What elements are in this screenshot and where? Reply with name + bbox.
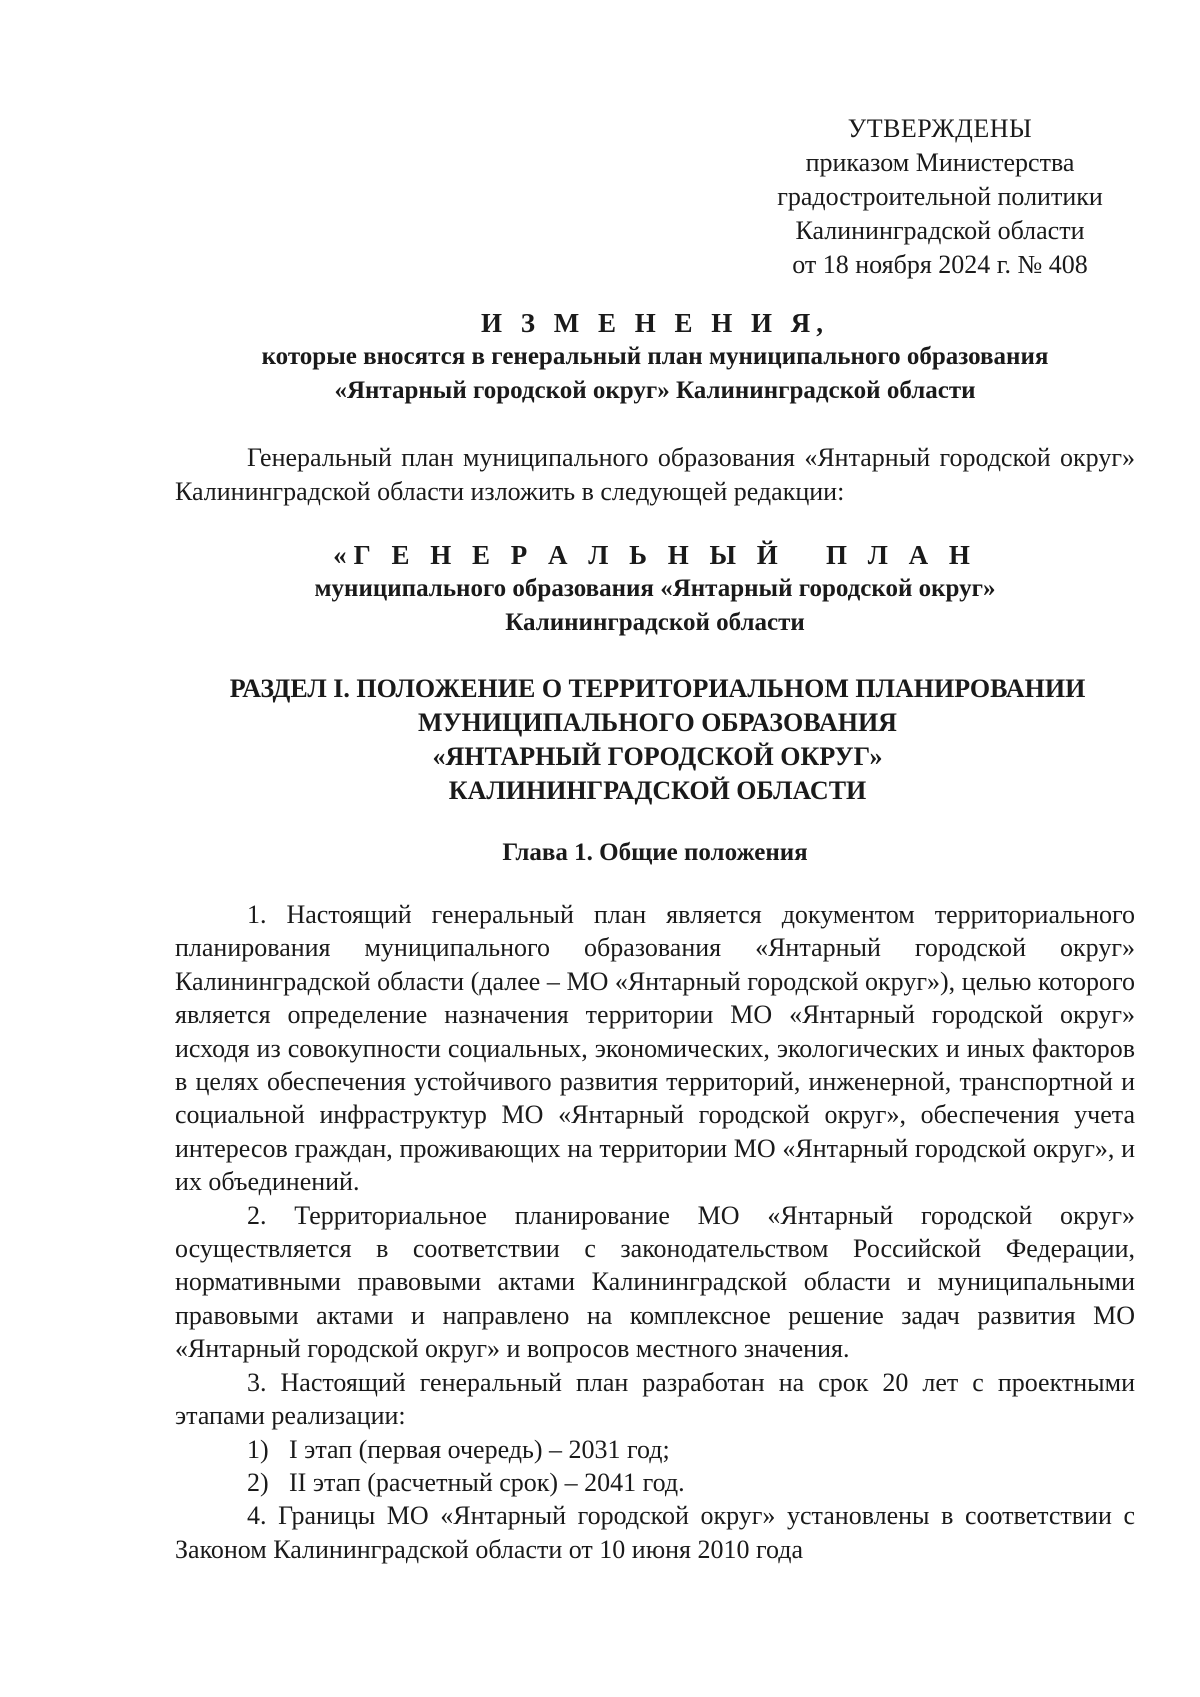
approval-line: Калининградской области xyxy=(795,216,1085,245)
body-text xyxy=(175,898,1135,1566)
section-heading xyxy=(170,672,1145,808)
plan-subtitle: муниципального образования «Янтарный городской округ» xyxy=(314,575,996,602)
section-title-line: «ЯНТАРНЫЙ ГОРОДСКОЙ ОКРУГ» xyxy=(432,742,883,771)
changes-subtitle: которые вносятся в генеральный план муниципального образования xyxy=(261,343,1049,370)
section-title-line: РАЗДЕЛ I. ПОЛОЖЕНИЕ О ТЕРРИТОРИАЛЬНОМ ПЛАНИРОВАНИИ xyxy=(229,674,1086,703)
intro-paragraph: Генеральный план муниципального образования «Янтарный городской округ» Калининградской области изложить в следующей редакции: xyxy=(175,443,1135,506)
chapter-heading: Глава 1. Общие положения xyxy=(502,839,808,866)
section-title-line: МУНИЦИПАЛЬНОГО ОБРАЗОВАНИЯ xyxy=(418,708,897,737)
approval-line: приказом Министерства xyxy=(805,148,1075,177)
changes-title: И З М Е Н Е Н И Я, xyxy=(480,308,829,338)
changes-heading xyxy=(170,306,1140,408)
list-item xyxy=(175,1466,1135,1499)
plan-heading xyxy=(170,538,1140,640)
section-title-line: КАЛИНИНГРАДСКОЙ ОБЛАСТИ xyxy=(448,776,867,805)
approval-date: от 18 ноября 2024 г. № 408 xyxy=(792,250,1088,279)
list-item xyxy=(175,1433,1135,1466)
approval-line: градостроительной политики xyxy=(777,182,1103,211)
list-text: I этап (первая очередь) – 2031 год; xyxy=(289,1434,670,1464)
plan-subtitle: Калининградской области xyxy=(505,609,805,636)
list-number: 1) xyxy=(247,1434,269,1464)
paragraph-2: 2. Территориальное планирование МО «Янтарный городской округ» осуществляется в соответствии с законодательством Российской Федерации, нормативными правовыми актами Калининградской области и муниципальными правовыми актами и направлено на комплексное решение задач развития МО «Янтарный городской округ» и вопросов местного значения. xyxy=(175,1200,1135,1364)
paragraph-3: 3. Настоящий генеральный план разработан на срок 20 лет с проектными этапами реализации: xyxy=(175,1367,1135,1431)
list-text: II этап (расчетный срок) – 2041 год. xyxy=(289,1467,685,1497)
list-number: 2) xyxy=(247,1467,269,1497)
approval-title: УТВЕРЖДЕНЫ xyxy=(847,114,1033,143)
approval-stamp xyxy=(760,112,1120,282)
paragraph-1: 1. Настоящий генеральный план является документом территориального планирования муниципального образования «Янтарный городской округ» Калининградской области (далее – МО «Янтарный городской округ»), целью которого является определение назначения территории МО «Янтарный городской округ» исходя из совокупности социальных, экономических, экологических и иных факторов в целях обеспечения устойчивого развития территорий, инженерной, транспортной и социальной инфраструктур МО «Янтарный городской округ», обеспечения учета интересов граждан, проживающих на территории МО «Янтарный городской округ», и их объединений. xyxy=(175,900,1135,1197)
plan-title: «Г Е Н Е Р А Л Ь Н Ы Й П Л А Н xyxy=(333,540,977,570)
changes-subtitle: «Янтарный городской округ» Калининградской области xyxy=(334,377,976,404)
paragraph-4: 4. Границы МО «Янтарный городской округ» установлены в соответствии с Законом Калининградской области от 10 июня 2010 года xyxy=(175,1501,1135,1564)
